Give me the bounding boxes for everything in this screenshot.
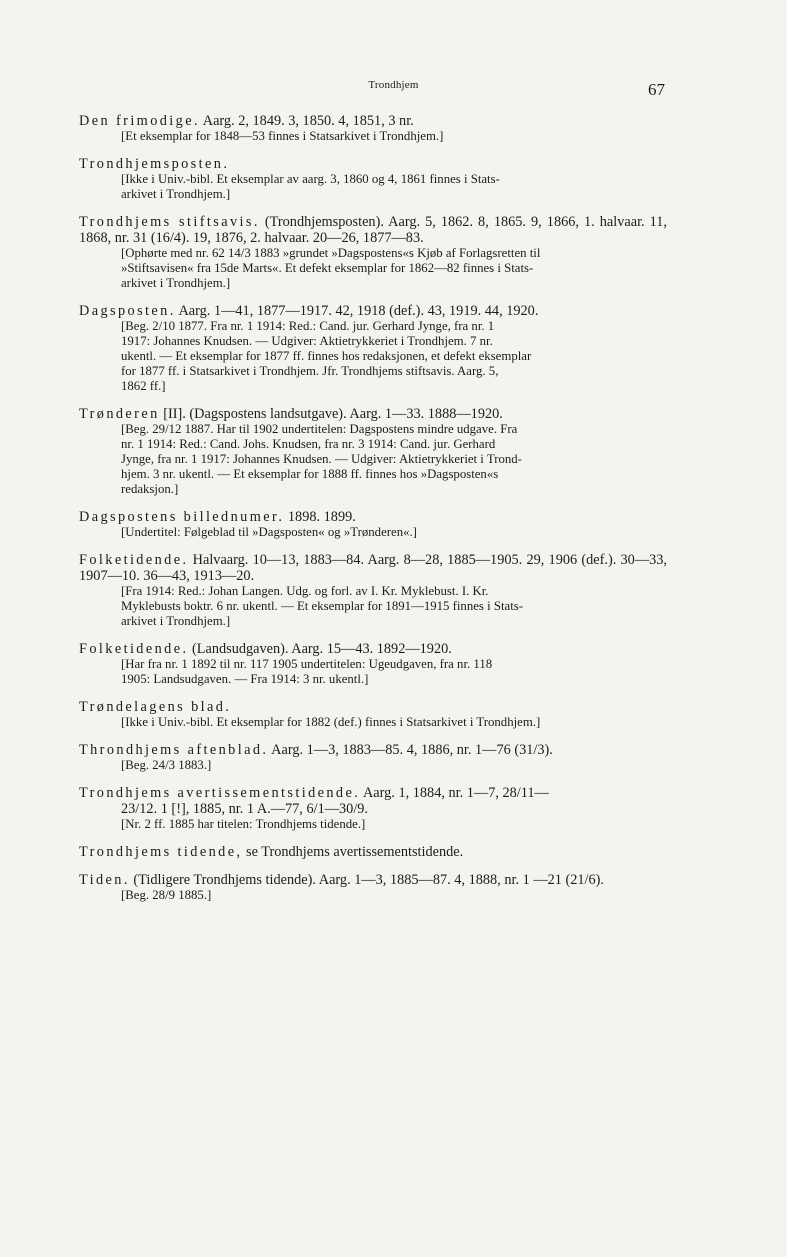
entry-note: hjem. 3 nr. ukentl. — Et eksemplar for 1888 ff. finnes hos »Dagsposten«s <box>121 467 499 481</box>
page-number: 67 <box>648 80 665 99</box>
entry-title: Trøndelagens blad. <box>79 699 232 715</box>
list-item <box>79 214 667 291</box>
entry-note: arkivet i Trondhjem.] <box>121 187 231 201</box>
entry-holdings: (Trondhjemsposten). Aarg. 5, 1862. 8, 1865. 9, 1866, 1. halvaar. 11, 1868, nr. 31 (16/4). 19, 1876, 2. halvaar. 20—26, 1877—83. <box>79 214 667 246</box>
list-item <box>79 641 667 687</box>
entry-title: Dagspostens billednumer. <box>79 509 285 525</box>
running-title: Trondhjem <box>368 79 419 91</box>
list-item <box>79 785 667 832</box>
entry-holdings-continued: 23/12. 1 [!], 1885, nr. 1 A.—77, 6/1—30/9. <box>121 801 369 817</box>
list-item <box>79 113 667 144</box>
entry-note: [Beg. 24/3 1883.] <box>121 758 212 772</box>
entry-note: [Har fra nr. 1 1892 til nr. 117 1905 undertitelen: Ugeudgaven, fra nr. 118 <box>121 657 493 671</box>
list-item <box>79 156 667 202</box>
list-item <box>79 406 667 497</box>
entry-note: Myklebusts boktr. 6 nr. ukentl. — Et eksemplar for 1891—1915 finnes i Stats- <box>121 599 523 613</box>
entry-note: 1905: Landsudgaven. — Fra 1914: 3 nr. ukentl.] <box>121 672 369 686</box>
entry-list <box>79 113 667 915</box>
entry-note: for 1877 ff. i Statsarkivet i Trondhjem. Jfr. Trondhjems stiftsavis. Aarg. 5, <box>121 364 499 378</box>
entry-holdings: [II]. (Dagspostens landsutgave). Aarg. 1—33. 1888—1920. <box>163 406 503 422</box>
entry-holdings: Aarg. 1, 1884, nr. 1—7, 28/11— <box>362 785 549 801</box>
entry-note: [Beg. 29/12 1887. Har til 1902 undertitelen: Dagspostens mindre udgave. Fra <box>121 422 518 436</box>
entry-note: [Ophørte med nr. 62 14/3 1883 »grundet »Dagspostens«s Kjøb af Forlagsretten til <box>121 246 541 260</box>
entry-holdings: (Landsudgaven). Aarg. 15—43. 1892—1920. <box>192 641 452 657</box>
entry-note: [Ikke i Univ.-bibl. Et eksemplar for 1882 (def.) finnes i Statsarkivet i Trondhjem.] <box>121 715 541 729</box>
list-item <box>79 303 667 394</box>
entry-note: [Fra 1914: Red.: Johan Langen. Udg. og forl. av I. Kr. Myklebust. I. Kr. <box>121 584 489 598</box>
entry-holdings: Halvaarg. 10—13, 1883—84. Aarg. 8—28, 1885—1905. 29, 1906 (def.). 30—33, 1907—10. 36—43, 1913—20. <box>79 552 667 584</box>
entry-note: 1917: Johannes Knudsen. — Udgiver: Aktietrykkeriet i Trondhjem. 7 nr. <box>121 334 493 348</box>
entry-title: Folketidende. <box>79 641 189 657</box>
list-item <box>79 844 667 860</box>
entry-note: [Ikke i Univ.-bibl. Et eksemplar av aarg. 3, 1860 og 4, 1861 finnes i Stats- <box>121 172 500 186</box>
entry-title: Trondhjems avertissementstidende. <box>79 785 361 801</box>
entry-title: Tiden. <box>79 872 130 888</box>
entry-note: [Nr. 2 ff. 1885 har titelen: Trondhjems tidende.] <box>121 817 366 831</box>
entry-note: Jynge, fra nr. 1 1917: Johannes Knudsen. — Udgiver: Aktietrykkeriet i Trond- <box>121 452 522 466</box>
entry-title: Throndhjems aftenblad. <box>79 742 269 758</box>
entry-title: Den frimodige. <box>79 113 200 129</box>
entry-note: 1862 ff.] <box>121 379 166 393</box>
entry-note: arkivet i Trondhjem.] <box>121 614 231 628</box>
entry-note: redaksjon.] <box>121 482 179 496</box>
entry-note: ukentl. — Et eksemplar for 1877 ff. finnes hos redaksjonen, et defekt eksemplar <box>121 349 532 363</box>
entry-note: nr. 1 1914: Red.: Cand. Johs. Knudsen, fra nr. 3 1914: Cand. jur. Gerhard <box>121 437 496 451</box>
list-item <box>79 552 667 629</box>
entry-title: Dagsposten. <box>79 303 176 319</box>
entry-note: »Stiftsavisen« fra 15de Marts«. Et defekt eksemplar for 1862—82 finnes i Stats- <box>121 261 534 275</box>
entry-cross-reference: se Trondhjems avertissementstidende. <box>246 844 464 860</box>
entry-note: [Beg. 2/10 1877. Fra nr. 1 1914: Red.: Cand. jur. Gerhard Jynge, fra nr. 1 <box>121 319 495 333</box>
entry-holdings: Aarg. 1—41, 1877—1917. 42, 1918 (def.). 43, 1919. 44, 1920. <box>178 303 539 319</box>
entry-title: Trondhjems stiftsavis. <box>79 214 260 230</box>
entry-note: [Undertitel: Følgeblad til »Dagsposten« og »Trønderen«.] <box>121 525 417 539</box>
entry-note: [Beg. 28/9 1885.] <box>121 888 212 902</box>
entry-title: Folketidende. <box>79 552 189 568</box>
list-item <box>79 699 667 730</box>
list-item <box>79 872 667 903</box>
entry-holdings: Aarg. 1—3, 1883—85. 4, 1886, nr. 1—76 (31/3). <box>271 742 553 758</box>
entry-holdings: 1898. 1899. <box>287 509 356 525</box>
entry-title: Trønderen <box>79 406 160 422</box>
entry-holdings: Aarg. 2, 1849. 3, 1850. 4, 1851, 3 nr. <box>202 113 414 129</box>
entry-note: arkivet i Trondhjem.] <box>121 276 231 290</box>
entry-title: Trondhjemsposten. <box>79 156 230 172</box>
list-item <box>79 742 667 773</box>
entry-title: Trondhjems tidende, <box>79 844 243 860</box>
entry-note: [Et eksemplar for 1848—53 finnes i Statsarkivet i Trondhjem.] <box>121 129 444 143</box>
list-item <box>79 509 667 540</box>
entry-holdings: (Tidligere Trondhjems tidende). Aarg. 1—3, 1885—87. 4, 1888, nr. 1 —21 (21/6). <box>133 872 605 888</box>
